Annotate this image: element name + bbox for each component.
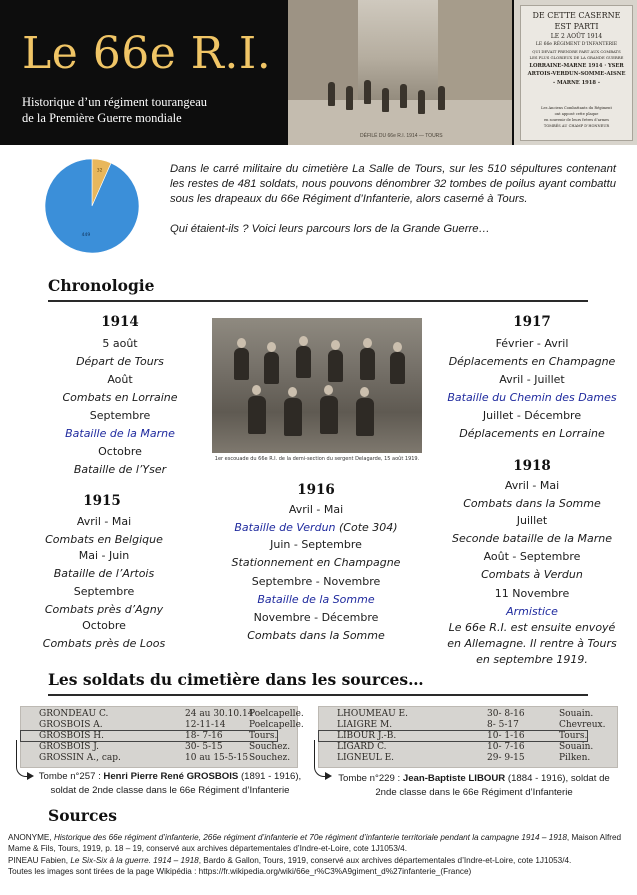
chronologie-heading: Chronologie [48, 276, 155, 295]
event-text: Combats en Lorraine [62, 391, 178, 404]
soldier-head [237, 338, 246, 348]
soldier-head [299, 336, 308, 346]
event-date: Juillet [516, 514, 548, 527]
sources-list [8, 832, 630, 878]
source-entry: ANONYME, Historique des 66e régiment d’infanterie, 266e régiment d’infanterie et 70e régiment d’infanterie territoriale pendant la campagne 1914 – 1918, Maison Alfred Mame & Fils, Tours, 1919, p. 18 – 19, conservé aux archives départementales d’Indre-et-Loire, cote 1J1053/4. [8, 833, 622, 854]
event-text: Combats en Belgique [45, 533, 163, 546]
event-date: Novembre - Décembre [253, 611, 379, 624]
event-date: Août - Septembre [483, 550, 581, 563]
soldier-figure [296, 346, 311, 378]
plaque-line: - MARNE 1918 - [553, 80, 600, 86]
plaque-line: LE 66e RÉGIMENT D’INFANTERIE [535, 42, 618, 47]
scan-row-highlight: LIBOUR J.-B. 10- 1-16 Tours. [319, 731, 587, 741]
event-1914-1 [20, 335, 220, 371]
event-text: Déplacements en Lorraine [459, 427, 605, 440]
scan-row: LIGNEUL E. 29- 9-15 Pilken. [337, 753, 591, 763]
soldier-figure [400, 84, 407, 108]
scan-row: LHOUMEAU E. 30- 8-16 Souain. [337, 709, 594, 719]
event-1917-3 [432, 407, 632, 443]
sources-heading: Sources [48, 806, 117, 825]
event-1916-4 [196, 609, 436, 645]
soldats-rule [48, 694, 588, 696]
memorial-plaque-photo [514, 0, 637, 145]
squad-photo-caption: 1er escouade du 66e R.I. de la demi-section du sergent Delagarde, 15 août 1919. [214, 456, 420, 462]
memorial-plaque [520, 5, 633, 141]
event-date: Avril - Mai [76, 515, 132, 528]
scan-row: GROSBOIS J. 30- 5-15 Souchez. [39, 742, 291, 752]
event-text: Stationnement en Champagne [231, 556, 401, 569]
soldier-figure [390, 352, 405, 384]
intro-question: Qui étaient-ils ? Voici leurs parcours lors de la Grande Guerre… [170, 222, 490, 235]
scan-row: GROSSIN A., cap. 10 au 15-5-15Souchez. [39, 753, 291, 763]
soldier-figure [328, 350, 343, 382]
event-1918-closing: Le 66e R.I. est ensuite envoyé en Allemagne. Il rentre à Tours en septembre 1919. [447, 621, 617, 666]
event-date: Septembre [89, 409, 151, 422]
soldier-figure [356, 398, 374, 436]
plaque-line: QUI DEVAIT PRENDRE PART AUX COMBATS [532, 49, 621, 54]
building-shape [438, 0, 512, 110]
event-1915-3 [4, 583, 204, 619]
soldier-figure [346, 86, 353, 110]
event-date: Août [107, 373, 133, 386]
pie-slice-1 [45, 159, 139, 253]
plaque-line: en souvenir de leurs frères d’armes [544, 118, 609, 122]
soldier-head [324, 385, 333, 395]
event-date: 5 août [102, 337, 138, 350]
soldier-figure [248, 396, 266, 434]
intro-text [170, 162, 616, 251]
plaque-line: LE 2 AOÛT 1914 [550, 33, 603, 40]
event-1918-4 [432, 585, 632, 621]
soldier-head [360, 387, 369, 397]
soldier-figure [320, 396, 338, 434]
tombs-pie-chart [44, 158, 144, 258]
plaque-line: Les Anciens Combattants du Régiment [541, 106, 612, 110]
plaque-line: ont apposé cette plaque [554, 112, 599, 116]
event-1915-2 [4, 547, 204, 583]
event-1915-1 [4, 513, 204, 549]
event-link-armistice[interactable]: Armistice [506, 605, 558, 618]
year-1916: 1916 [297, 482, 335, 498]
event-text: (Cote 304) [335, 521, 398, 534]
soldier-figure [328, 82, 335, 106]
event-text: Combats dans la Somme [247, 629, 385, 642]
chronologie-rule [48, 300, 588, 302]
parade-photo-caption: DÉFILÉ DU 66e R.I. 1914 — TOURS [360, 133, 443, 139]
plaque-line: LORRAINE-MARNE 1914 · YSER [529, 63, 624, 69]
page-title: Le 66e R.I. [22, 28, 272, 79]
scan-row-highlight: GROSBOIS H. 18- 7-16 Tours. [21, 731, 277, 741]
soldier-figure [234, 348, 249, 380]
soldier-figure [382, 88, 389, 112]
soldier-figure [264, 352, 279, 384]
event-1916-1 [196, 501, 436, 537]
soldier-head [363, 338, 372, 348]
event-link-verdun[interactable]: Bataille de Verdun [234, 521, 336, 534]
squad-photo [212, 318, 422, 453]
event-date: Février - Avril [495, 337, 569, 350]
source-scan-left [20, 706, 304, 768]
soldats-heading: Les soldats du cimetière dans les sources… [48, 670, 424, 689]
year-1918: 1918 [513, 458, 551, 474]
source-image-credit: Toutes les images sont tirées de la page Wikipédia : https://fr.wikipedia.org/wiki/66e_r%C3%A9giment_d%27infanterie_(France) [8, 867, 472, 877]
intro-paragraph: Dans le carré militaire du cimetière La Salle de Tours, sur les 510 sépultures contenant les restes de 481 soldats, nous pouvons dénombrer 32 tombes de poilus ayant combattu sous les drapeaux du 66e Régiment d’Infanterie, alors caserné à Tours. [170, 163, 616, 206]
scan-row: GRONDEAU C. 24 au 30.10.14Poelcapelle. [39, 709, 304, 719]
soldier-figure [360, 348, 375, 380]
plaque-line: DE CETTE CASERNE [532, 11, 621, 20]
event-date: Septembre - Novembre [251, 575, 381, 588]
parade-photo [288, 0, 512, 145]
soldier-figure [418, 90, 425, 114]
source-scan-right [318, 706, 618, 768]
plaque-line: EST PARTI [554, 22, 599, 31]
soldier-figure [364, 80, 371, 104]
event-1918-2 [432, 512, 632, 548]
soldier-head [267, 342, 276, 352]
event-date: Avril - Mai [288, 503, 344, 516]
event-text: Combats près de Loos [42, 637, 166, 650]
soldier-head [393, 342, 402, 352]
event-1914-2 [20, 371, 220, 407]
event-date: 11 Novembre [494, 587, 570, 600]
building-shape [288, 0, 358, 100]
event-text: Départ de Tours [76, 355, 164, 368]
event-1918-1 [432, 477, 632, 513]
soldier-figure [284, 398, 302, 436]
event-text: Déplacements en Champagne [448, 355, 616, 368]
event-text: Bataille de l’Yser [73, 463, 167, 476]
plaque-line: LES PLUS GLORIEUX DE LA GRANDE GUERRE [529, 55, 624, 60]
scan-row: LIGARD C. 10- 7-16 Souain. [337, 742, 594, 752]
subtitle-line-1: Historique d’un régiment tourangeau [22, 95, 208, 109]
event-date: Octobre [98, 445, 142, 458]
event-date: Septembre [73, 585, 135, 598]
event-date: Avril - Mai [504, 479, 560, 492]
event-link-marne[interactable]: Bataille de la Marne [65, 427, 175, 440]
plaque-line: TOMBÉS AU CHAMP D’HONNEUR [543, 124, 610, 128]
event-date: Juin - Septembre [270, 538, 362, 551]
soldier-name: Jean-Baptiste LIBOUR [402, 773, 506, 784]
event-1917-1 [432, 335, 632, 371]
page-subtitle [22, 94, 207, 126]
header-banner [0, 0, 637, 145]
pie-label-0: 32 [96, 168, 103, 174]
event-1916-2 [196, 536, 436, 572]
soldier-head [252, 385, 261, 395]
source-entry: PINEAU Fabien, Le Six-Six à la guerre. 1914 – 1918, Bardo & Gallon, Tours, 1919, conservé aux archives départementales d’Indre-et-Loire, cote 1J1053/4. [8, 855, 572, 865]
event-1918-3 [432, 548, 632, 584]
event-text: Seconde bataille de la Marne [452, 532, 612, 545]
year-1917: 1917 [513, 314, 551, 330]
event-1917-2 [432, 371, 632, 407]
scan-row: LIAIGRE M. 8- 5-17 Chevreux. [337, 720, 606, 730]
soldier-name: Henri Pierre René GROSBOIS [103, 771, 239, 782]
soldier-figure [438, 86, 445, 110]
event-link-somme[interactable]: Bataille de la Somme [257, 593, 375, 606]
event-1914-4 [20, 443, 220, 479]
caption-grosbois: Tombe n°257 : Henri Pierre René GROSBOIS (1891 - 1916), soldat de 2nde classe dans le 66e Régiment d’Infanterie [38, 771, 302, 796]
event-text: Combats près d’Agny [44, 603, 164, 616]
event-date: Mai - Juin [78, 549, 130, 562]
pie-label-1: 449 [81, 233, 91, 239]
event-date: Octobre [82, 619, 126, 632]
event-text: Bataille de l’Artois [53, 567, 155, 580]
event-text: Combats dans la Somme [463, 497, 601, 510]
event-link-chemin-des-dames[interactable]: Bataille du Chemin des Dames [447, 391, 617, 404]
event-date: Avril - Juillet [499, 373, 565, 386]
event-1915-4 [4, 617, 204, 653]
soldier-head [288, 387, 297, 397]
event-1916-3 [196, 573, 436, 609]
event-text: Combats à Verdun [481, 568, 583, 581]
year-1914: 1914 [101, 314, 139, 330]
caption-libour: Tombe n°229 : Jean-Baptiste LIBOUR (1884 - 1916), soldat de 2nde classe dans le 66e Régiment d’Infanterie [338, 773, 610, 798]
year-1915: 1915 [83, 493, 121, 509]
event-date: Juillet - Décembre [482, 409, 582, 422]
event-1914-3 [20, 407, 220, 443]
soldier-head [331, 340, 340, 350]
scan-row: GROSBOIS A. 12-11-14 Poelcapelle. [39, 720, 304, 730]
plaque-line: ARTOIS-VERDUN-SOMME-AISNE [527, 71, 626, 77]
subtitle-line-2: de la Première Guerre mondiale [22, 111, 182, 125]
